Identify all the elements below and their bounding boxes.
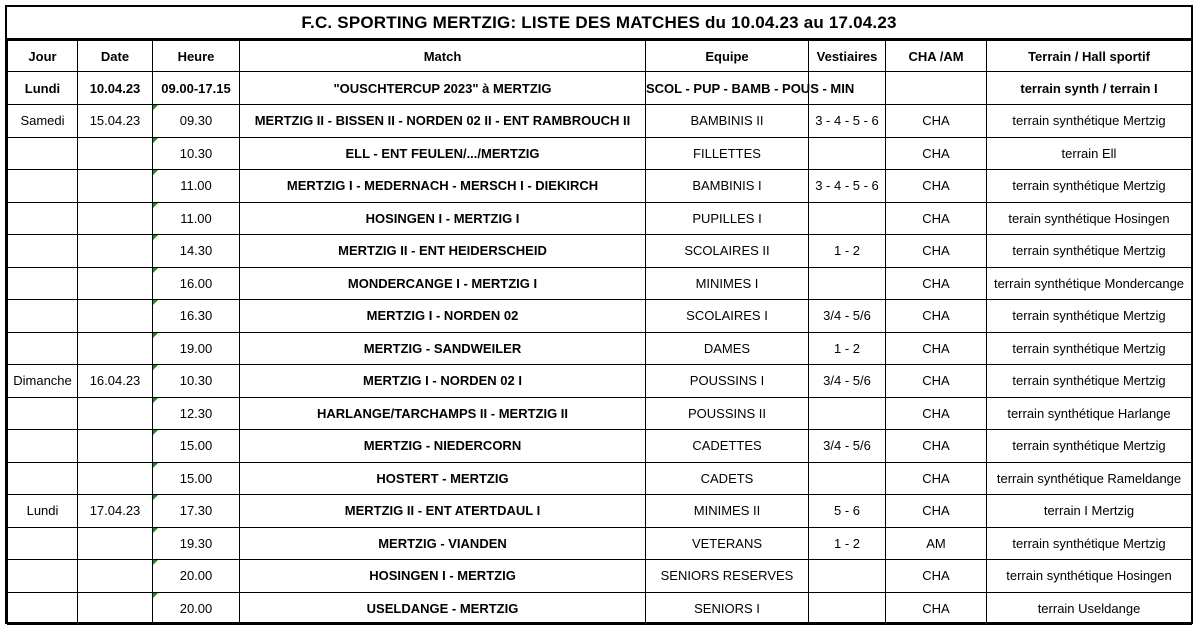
cell-cha-am: CHA [886,462,987,495]
cell-date [78,592,153,625]
cell-heure: 11.00 [153,202,240,235]
cell-jour [8,592,78,625]
table-row [8,105,1192,138]
header-jour: Jour [8,41,78,72]
cell-cha-am: AM [886,527,987,560]
cell-terrain: terrain synthétique Mertzig [987,527,1192,560]
cell-date [78,137,153,170]
header-row [8,41,1192,72]
cell-heure: 09.30 [153,105,240,138]
cell-equipe: POUSSINS I [646,365,809,398]
cell-terrain: terrain synthétique Mertzig [987,235,1192,268]
cell-date: 16.04.23 [78,365,153,398]
header-date: Date [78,41,153,72]
cell-cha-am: CHA [886,495,987,528]
table-row [8,72,1192,105]
cell-heure: 16.30 [153,300,240,333]
cell-vestiaires: 5 - 6 [809,495,886,528]
table-row [8,235,1192,268]
table-row [8,560,1192,593]
cell-vestiaires: 3/4 - 5/6 [809,430,886,463]
header-heure: Heure [153,41,240,72]
cell-jour [8,462,78,495]
cell-terrain: terrain synth / terrain I [987,72,1192,105]
cell-date: 10.04.23 [78,72,153,105]
cell-cha-am: CHA [886,592,987,625]
cell-equipe: SCOLAIRES I [646,300,809,333]
table-row [8,527,1192,560]
cell-cha-am: CHA [886,267,987,300]
cell-date: 15.04.23 [78,105,153,138]
cell-date [78,462,153,495]
cell-match: MERTZIG II - ENT ATERTDAUL I [240,495,646,528]
cell-equipe: PUPILLES I [646,202,809,235]
cell-vestiaires: 3/4 - 5/6 [809,365,886,398]
cell-jour: Samedi [8,105,78,138]
cell-match: MERTZIG II - BISSEN II - NORDEN 02 II - ENT RAMBROUCH II [240,105,646,138]
cell-equipe: SCOLAIRES II [646,235,809,268]
cell-date [78,300,153,333]
table-row [8,300,1192,333]
cell-date [78,170,153,203]
cell-equipe: SCOL - PUP - BAMB - POUS - MIN [646,72,809,105]
cell-vestiaires [809,462,886,495]
cell-vestiaires [809,397,886,430]
cell-terrain: terrain Ell [987,137,1192,170]
cell-terrain: terrain synthétique Mertzig [987,430,1192,463]
cell-vestiaires: 1 - 2 [809,527,886,560]
cell-terrain: terrain synthétique Rameldange [987,462,1192,495]
cell-match: HOSINGEN I - MERTZIG [240,560,646,593]
cell-date [78,267,153,300]
table-row [8,495,1192,528]
cell-match: MERTZIG I - NORDEN 02 I [240,365,646,398]
cell-cha-am: CHA [886,430,987,463]
cell-equipe: POUSSINS II [646,397,809,430]
cell-heure: 17.30 [153,495,240,528]
cell-heure: 20.00 [153,560,240,593]
cell-terrain: terrain synthétique Mertzig [987,105,1192,138]
cell-jour: Lundi [8,495,78,528]
cell-heure: 09.00-17.15 [153,72,240,105]
cell-jour: Lundi [8,72,78,105]
cell-date [78,430,153,463]
cell-heure: 12.30 [153,397,240,430]
cell-date [78,235,153,268]
cell-heure: 15.00 [153,462,240,495]
cell-jour [8,267,78,300]
table-row [8,137,1192,170]
cell-equipe: BAMBINIS II [646,105,809,138]
cell-vestiaires [809,267,886,300]
header-vestiaires: Vestiaires [809,41,886,72]
sheet-title: F.C. SPORTING MERTZIG: LISTE DES MATCHES du 10.04.23 au 17.04.23 [7,7,1191,40]
table-row [8,170,1192,203]
match-rows [8,72,1192,625]
cell-terrain: terrain synthétique Mertzig [987,365,1192,398]
cell-vestiaires: 1 - 2 [809,235,886,268]
table-row [8,462,1192,495]
match-table [7,40,1192,625]
cell-terrain: terrain synthétique Harlange [987,397,1192,430]
cell-heure: 19.00 [153,332,240,365]
cell-vestiaires [809,137,886,170]
cell-cha-am: CHA [886,300,987,333]
table-row [8,430,1192,463]
cell-vestiaires: 3 - 4 - 5 - 6 [809,105,886,138]
cell-cha-am [886,72,987,105]
match-list-sheet [5,5,1193,624]
cell-vestiaires [809,560,886,593]
cell-heure: 20.00 [153,592,240,625]
cell-date [78,202,153,235]
cell-equipe: VETERANS [646,527,809,560]
cell-match: HARLANGE/TARCHAMPS II - MERTZIG II [240,397,646,430]
cell-heure: 15.00 [153,430,240,463]
table-row [8,202,1192,235]
cell-cha-am: CHA [886,170,987,203]
cell-vestiaires [809,202,886,235]
cell-date [78,397,153,430]
cell-equipe: DAMES [646,332,809,365]
table-row [8,332,1192,365]
cell-match: MERTZIG - SANDWEILER [240,332,646,365]
cell-terrain: terrain synthétique Hosingen [987,560,1192,593]
cell-equipe: CADETTES [646,430,809,463]
cell-jour [8,137,78,170]
cell-match: USELDANGE - MERTZIG [240,592,646,625]
cell-jour [8,170,78,203]
cell-match: MERTZIG II - ENT HEIDERSCHEID [240,235,646,268]
cell-vestiaires: 1 - 2 [809,332,886,365]
cell-cha-am: CHA [886,202,987,235]
cell-heure: 14.30 [153,235,240,268]
cell-jour [8,397,78,430]
header-cha-am: CHA /AM [886,41,987,72]
cell-jour [8,202,78,235]
cell-cha-am: CHA [886,137,987,170]
cell-equipe: MINIMES II [646,495,809,528]
cell-jour [8,332,78,365]
cell-date: 17.04.23 [78,495,153,528]
cell-terrain: terain synthétique Hosingen [987,202,1192,235]
cell-vestiaires: 3/4 - 5/6 [809,300,886,333]
cell-match: ELL - ENT FEULEN/.../MERTZIG [240,137,646,170]
cell-cha-am: CHA [886,397,987,430]
cell-equipe: CADETS [646,462,809,495]
cell-equipe: MINIMES I [646,267,809,300]
cell-jour [8,300,78,333]
table-row [8,397,1192,430]
cell-terrain: terrain synthétique Mertzig [987,300,1192,333]
cell-heure: 19.30 [153,527,240,560]
table-row [8,592,1192,625]
cell-equipe: SENIORS I [646,592,809,625]
cell-match: MONDERCANGE I - MERTZIG I [240,267,646,300]
cell-match: HOSTERT - MERTZIG [240,462,646,495]
cell-equipe: SENIORS RESERVES [646,560,809,593]
cell-date [78,560,153,593]
cell-terrain: terrain synthétique Mertzig [987,170,1192,203]
header-match: Match [240,41,646,72]
cell-cha-am: CHA [886,560,987,593]
cell-match: MERTZIG - VIANDEN [240,527,646,560]
cell-match: "OUSCHTERCUP 2023" à MERTZIG [240,72,646,105]
header-equipe: Equipe [646,41,809,72]
cell-vestiaires [809,592,886,625]
cell-match: MERTZIG - NIEDERCORN [240,430,646,463]
cell-terrain: terrain I Mertzig [987,495,1192,528]
cell-terrain: terrain synthétique Mondercange [987,267,1192,300]
table-row [8,365,1192,398]
cell-cha-am: CHA [886,105,987,138]
cell-terrain: terrain synthétique Mertzig [987,332,1192,365]
cell-jour [8,560,78,593]
cell-jour: Dimanche [8,365,78,398]
cell-terrain: terrain Useldange [987,592,1192,625]
cell-cha-am: CHA [886,235,987,268]
header-terrain: Terrain / Hall sportif [987,41,1192,72]
cell-match: MERTZIG I - NORDEN 02 [240,300,646,333]
cell-heure: 10.30 [153,365,240,398]
cell-heure: 16.00 [153,267,240,300]
cell-jour [8,235,78,268]
cell-jour [8,430,78,463]
cell-heure: 10.30 [153,137,240,170]
cell-heure: 11.00 [153,170,240,203]
cell-vestiaires: 3 - 4 - 5 - 6 [809,170,886,203]
cell-match: MERTZIG I - MEDERNACH - MERSCH I - DIEKIRCH [240,170,646,203]
cell-cha-am: CHA [886,365,987,398]
cell-cha-am: CHA [886,332,987,365]
cell-date [78,527,153,560]
cell-equipe: FILLETTES [646,137,809,170]
cell-date [78,332,153,365]
cell-equipe: BAMBINIS I [646,170,809,203]
cell-jour [8,527,78,560]
table-row [8,267,1192,300]
cell-match: HOSINGEN I - MERTZIG I [240,202,646,235]
